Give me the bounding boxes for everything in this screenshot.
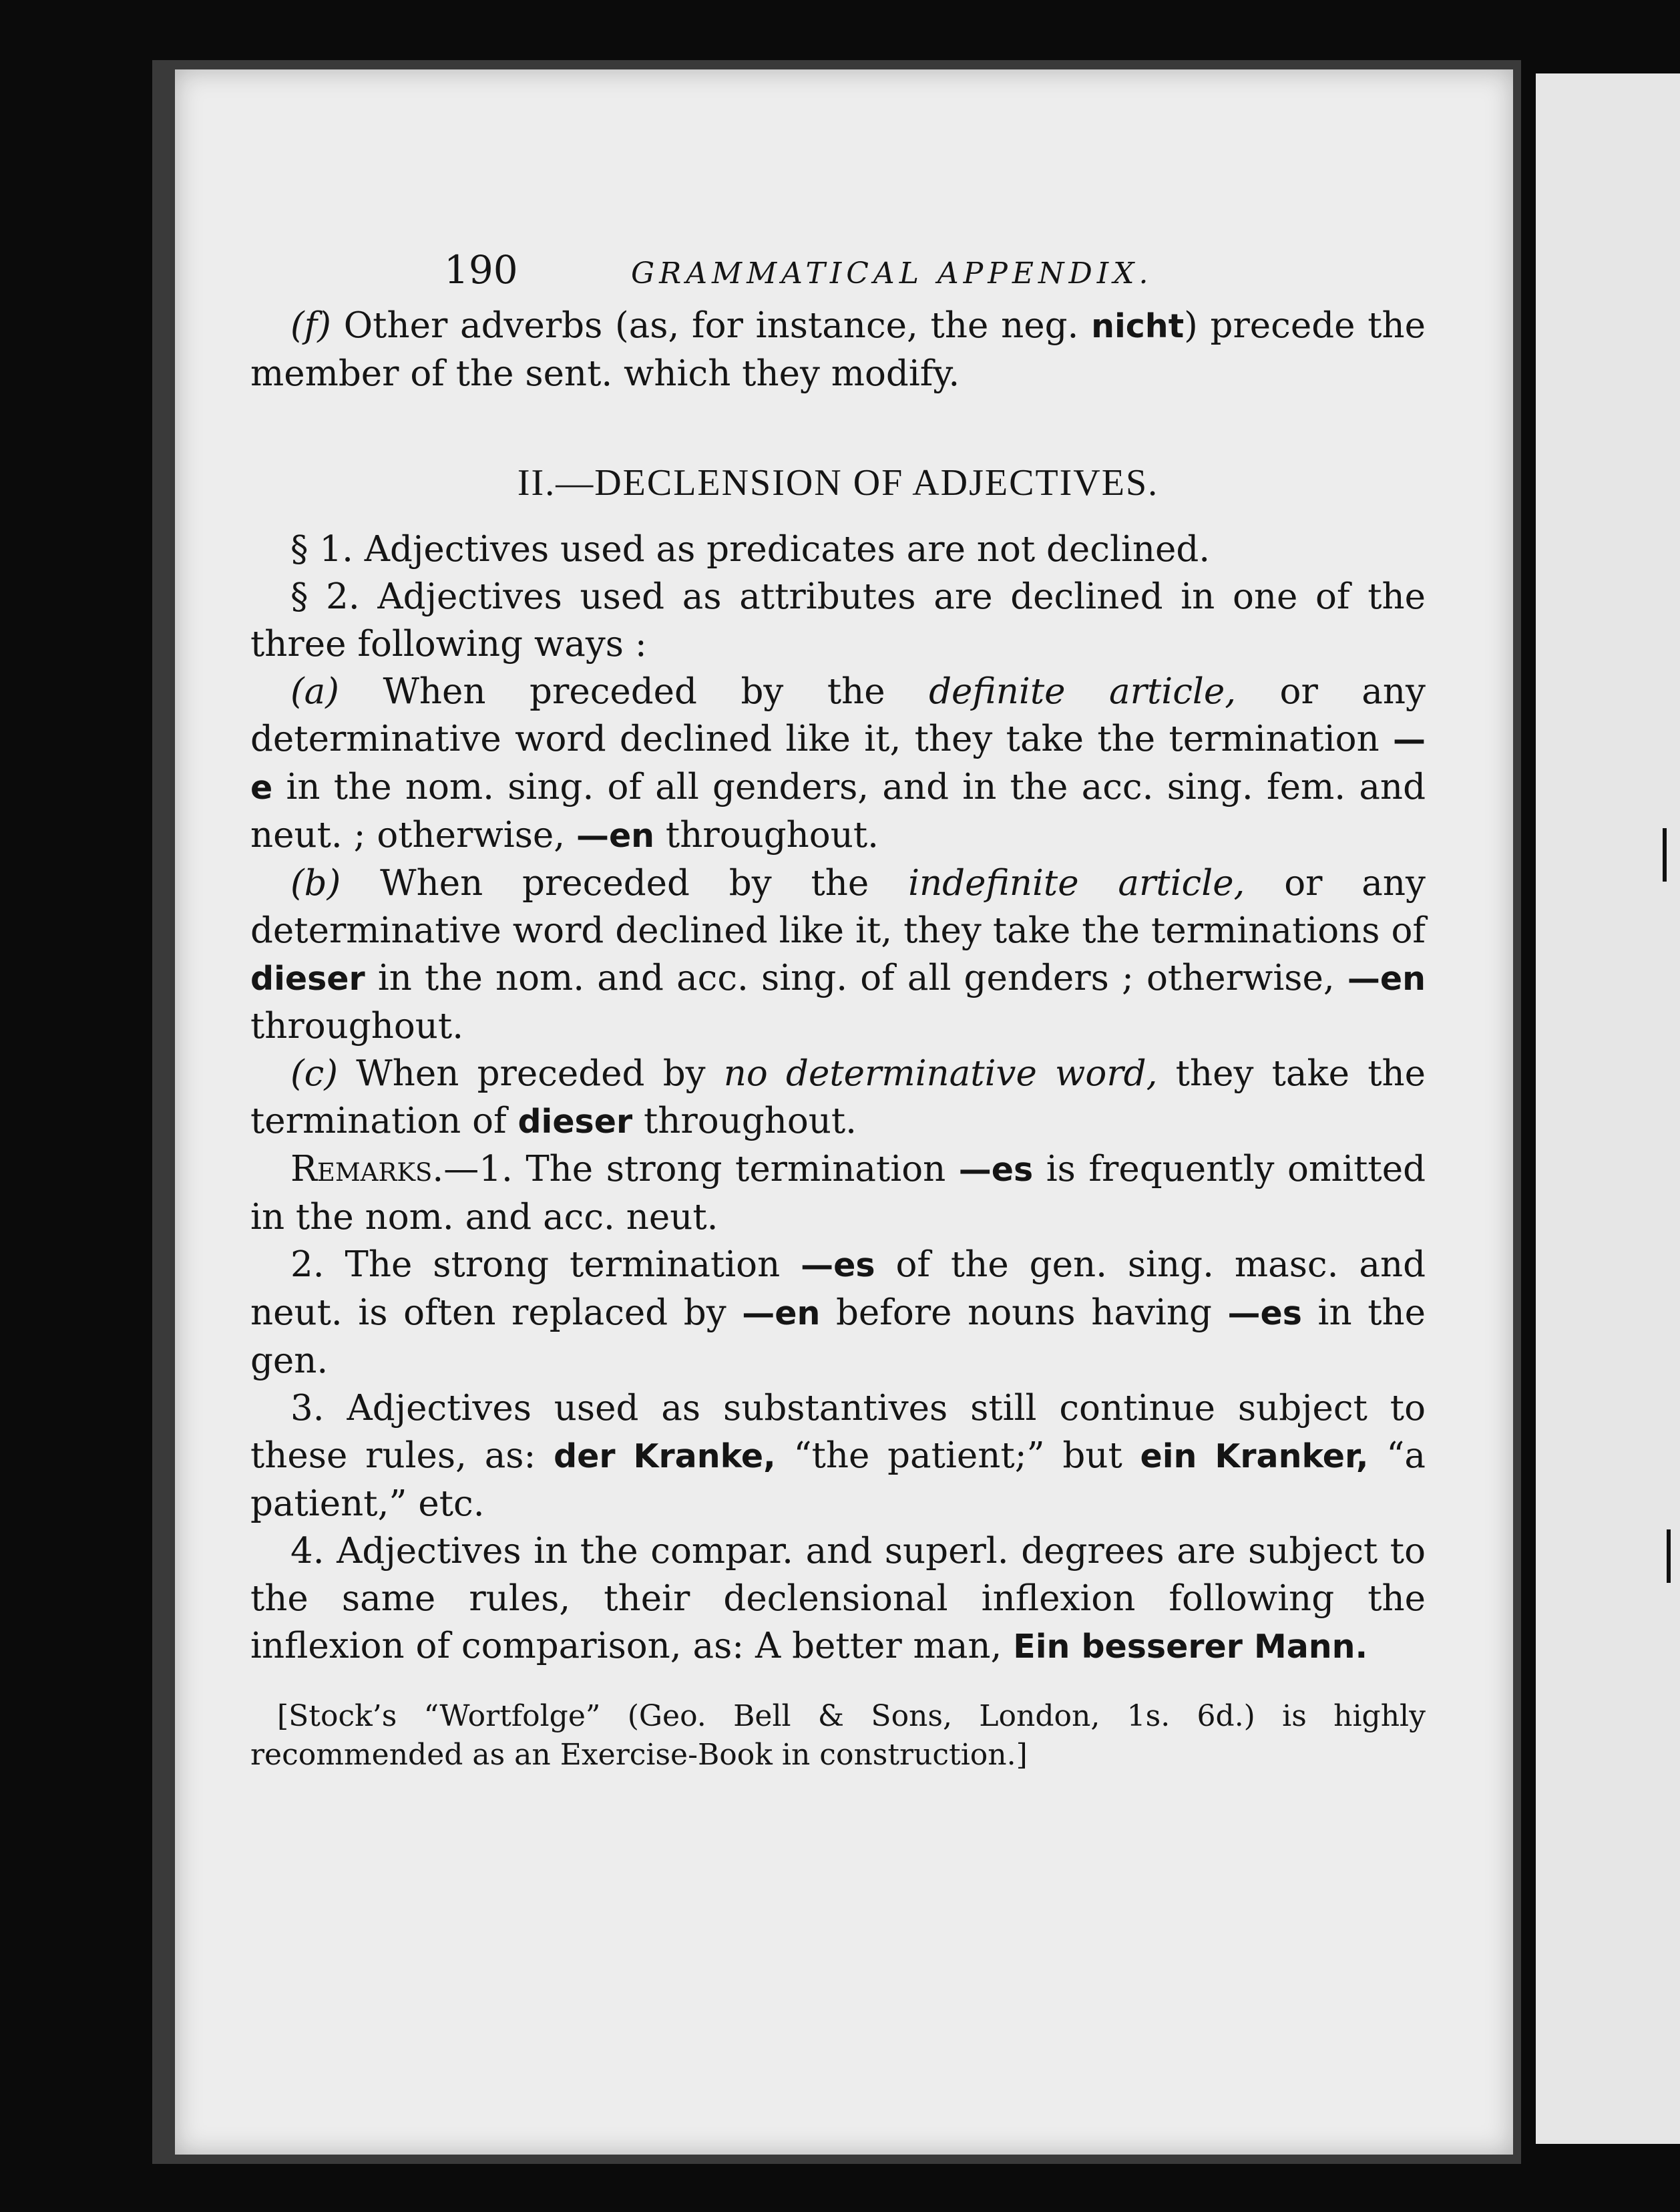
page-header: [250, 247, 1232, 293]
paragraph-2: § 2. Adjectives used as attributes are declined in one of the three following ways :: [250, 576, 1426, 665]
text: or any determinative word declined like it, they take the termination: [250, 671, 1426, 759]
marker: (c): [290, 1053, 339, 1094]
page-mark: [1663, 828, 1667, 882]
text: throughout.: [250, 1006, 464, 1047]
page-mark: [1667, 1529, 1671, 1583]
text: When preceded by the: [339, 671, 929, 712]
german-word: —en: [1347, 960, 1426, 998]
text: they take the termination of: [250, 1053, 1426, 1141]
german-word: dieser: [517, 1103, 633, 1141]
emphasis: no determinative word,: [723, 1053, 1158, 1094]
text: 2. The strong termination: [290, 1244, 801, 1285]
text: or any determinative word declined like it, they take the terminations of: [250, 863, 1426, 951]
text: “a patient,” etc.: [250, 1435, 1426, 1524]
text: Other adverbs (as, for instance, the neg.: [331, 305, 1092, 346]
remark-1: [250, 1145, 1426, 1241]
paragraph-1: § 1. Adjectives used as predicates are not declined.: [290, 529, 1211, 570]
marker: (b): [290, 863, 341, 904]
text: When preceded by the: [341, 863, 909, 904]
german-word: nicht: [1091, 307, 1185, 345]
text: 3. Adjectives used as substantives still continue subject to these rules, as:: [250, 1388, 1426, 1476]
marker: (a): [290, 671, 339, 712]
page-number: 190: [444, 247, 518, 293]
german-word: —es: [958, 1151, 1034, 1189]
footnote: [Stock’s “Wortfolge” (Geo. Bell & Sons, London, 1s. 6d.) is highly recommended as an Exercise-Book in construction.]: [250, 1699, 1426, 1772]
page-content: [250, 247, 1426, 1775]
paragraph-f: [250, 302, 1426, 397]
text: —1. The strong termination: [443, 1149, 959, 1189]
text: throughout.: [654, 815, 879, 856]
emphasis: indefinite article,: [908, 863, 1245, 904]
german-word: —e: [250, 721, 1426, 807]
text: throughout.: [632, 1101, 857, 1141]
remark-4: [250, 1527, 1426, 1670]
section-heading: II.—DECLENSION OF ADJECTIVES.: [517, 462, 1159, 504]
german-word: dieser: [250, 960, 365, 998]
text: in the gen.: [250, 1292, 1426, 1381]
text: ) precede the member of the sent. which they modify.: [250, 305, 1426, 394]
paragraph-b: [250, 860, 1426, 1050]
text: of the gen. sing. masc. and neut. is often replaced by: [250, 1244, 1426, 1333]
text: in the nom. and acc. sing. of all genders ; otherwise,: [365, 958, 1347, 998]
german-word: —es: [1227, 1294, 1302, 1332]
text: is frequently omitted in the nom. and acc. neut.: [250, 1149, 1426, 1238]
text: 4. Adjectives in the compar. and superl. degrees are subject to the same rules, their declensional inflexion following the inflexion of comparison, as: A better man,: [250, 1531, 1426, 1666]
german-word: —en: [576, 817, 655, 855]
text: When preceded by: [338, 1053, 724, 1094]
remarks-label: Remarks.: [290, 1149, 444, 1189]
remark-3: [250, 1385, 1426, 1527]
paragraph-a: [250, 668, 1426, 860]
running-head: GRAMMATICAL APPENDIX.: [631, 256, 1153, 291]
german-word: —en: [742, 1294, 821, 1332]
text: “the patient;” but: [775, 1435, 1140, 1476]
german-word: der Kranke,: [554, 1437, 776, 1475]
marker: (f): [290, 305, 331, 346]
text: before nouns having: [820, 1292, 1228, 1333]
text: in the nom. sing. of all genders, and in the acc. sing. fem. and neut. ; otherwise,: [250, 767, 1426, 856]
paragraph-c: [250, 1050, 1426, 1145]
german-word: ein Kranker,: [1140, 1437, 1369, 1475]
german-word: —es: [801, 1246, 875, 1284]
german-word: Ein besserer Mann.: [1013, 1628, 1368, 1666]
remark-2: [250, 1241, 1426, 1385]
emphasis: definite article,: [929, 671, 1237, 712]
adjacent-page: [1536, 73, 1680, 2144]
